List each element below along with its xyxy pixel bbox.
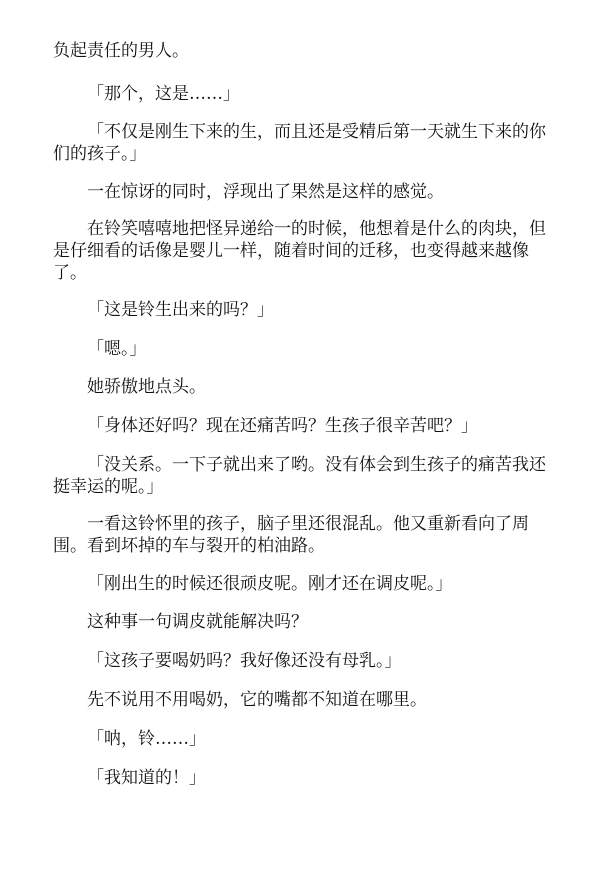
paragraph: 「不仅是刚生下来的生，而且还是受精后第一天就生下来的你们的孩子。」 xyxy=(53,122,546,164)
paragraph: 「那个，这是……」 xyxy=(87,84,240,104)
paragraph: 一看这铃怀里的孩子，脑子里还很混乱。他又重新看向了周围。看到坏掉的车与裂开的柏油路。 xyxy=(53,514,529,556)
paragraph: 「没关系。一下子就出来了哟。没有体会到生孩子的痛苦我还挺幸运的呢。」 xyxy=(53,455,546,497)
paragraph: 一在惊讶的同时，浮现出了果然是这样的感觉。 xyxy=(87,182,444,202)
paragraph: 「身体还好吗？现在还痛苦吗？生孩子很辛苦吧？」 xyxy=(87,416,478,436)
paragraph: 「呐，铃……」 xyxy=(87,729,206,749)
paragraph: 「这孩子要喝奶吗？我好像还没有母乳。」 xyxy=(87,651,402,671)
paragraph: 她骄傲地点头。 xyxy=(87,377,206,397)
paragraph: 「我知道的！」 xyxy=(87,768,206,788)
paragraph: 「嗯。」 xyxy=(87,339,147,359)
paragraph: 「这是铃生出来的吗？」 xyxy=(87,300,274,320)
paragraph: 这种事一句调皮就能解决吗？ xyxy=(87,612,308,632)
paragraph: 先不说用不用喝奶，它的嘴都不知道在哪里。 xyxy=(87,690,427,710)
paragraph: 「刚出生的时候还很顽皮呢。刚才还在调皮呢。」 xyxy=(87,574,453,594)
paragraph: 负起责任的男人。 xyxy=(53,41,189,61)
paragraph: 在铃笑嘻嘻地把怪异递给一的时候，他想着是什么的肉块，但是仔细看的话像是婴儿一样，随着时间的迁移，也变得越来越像了。 xyxy=(53,219,546,283)
